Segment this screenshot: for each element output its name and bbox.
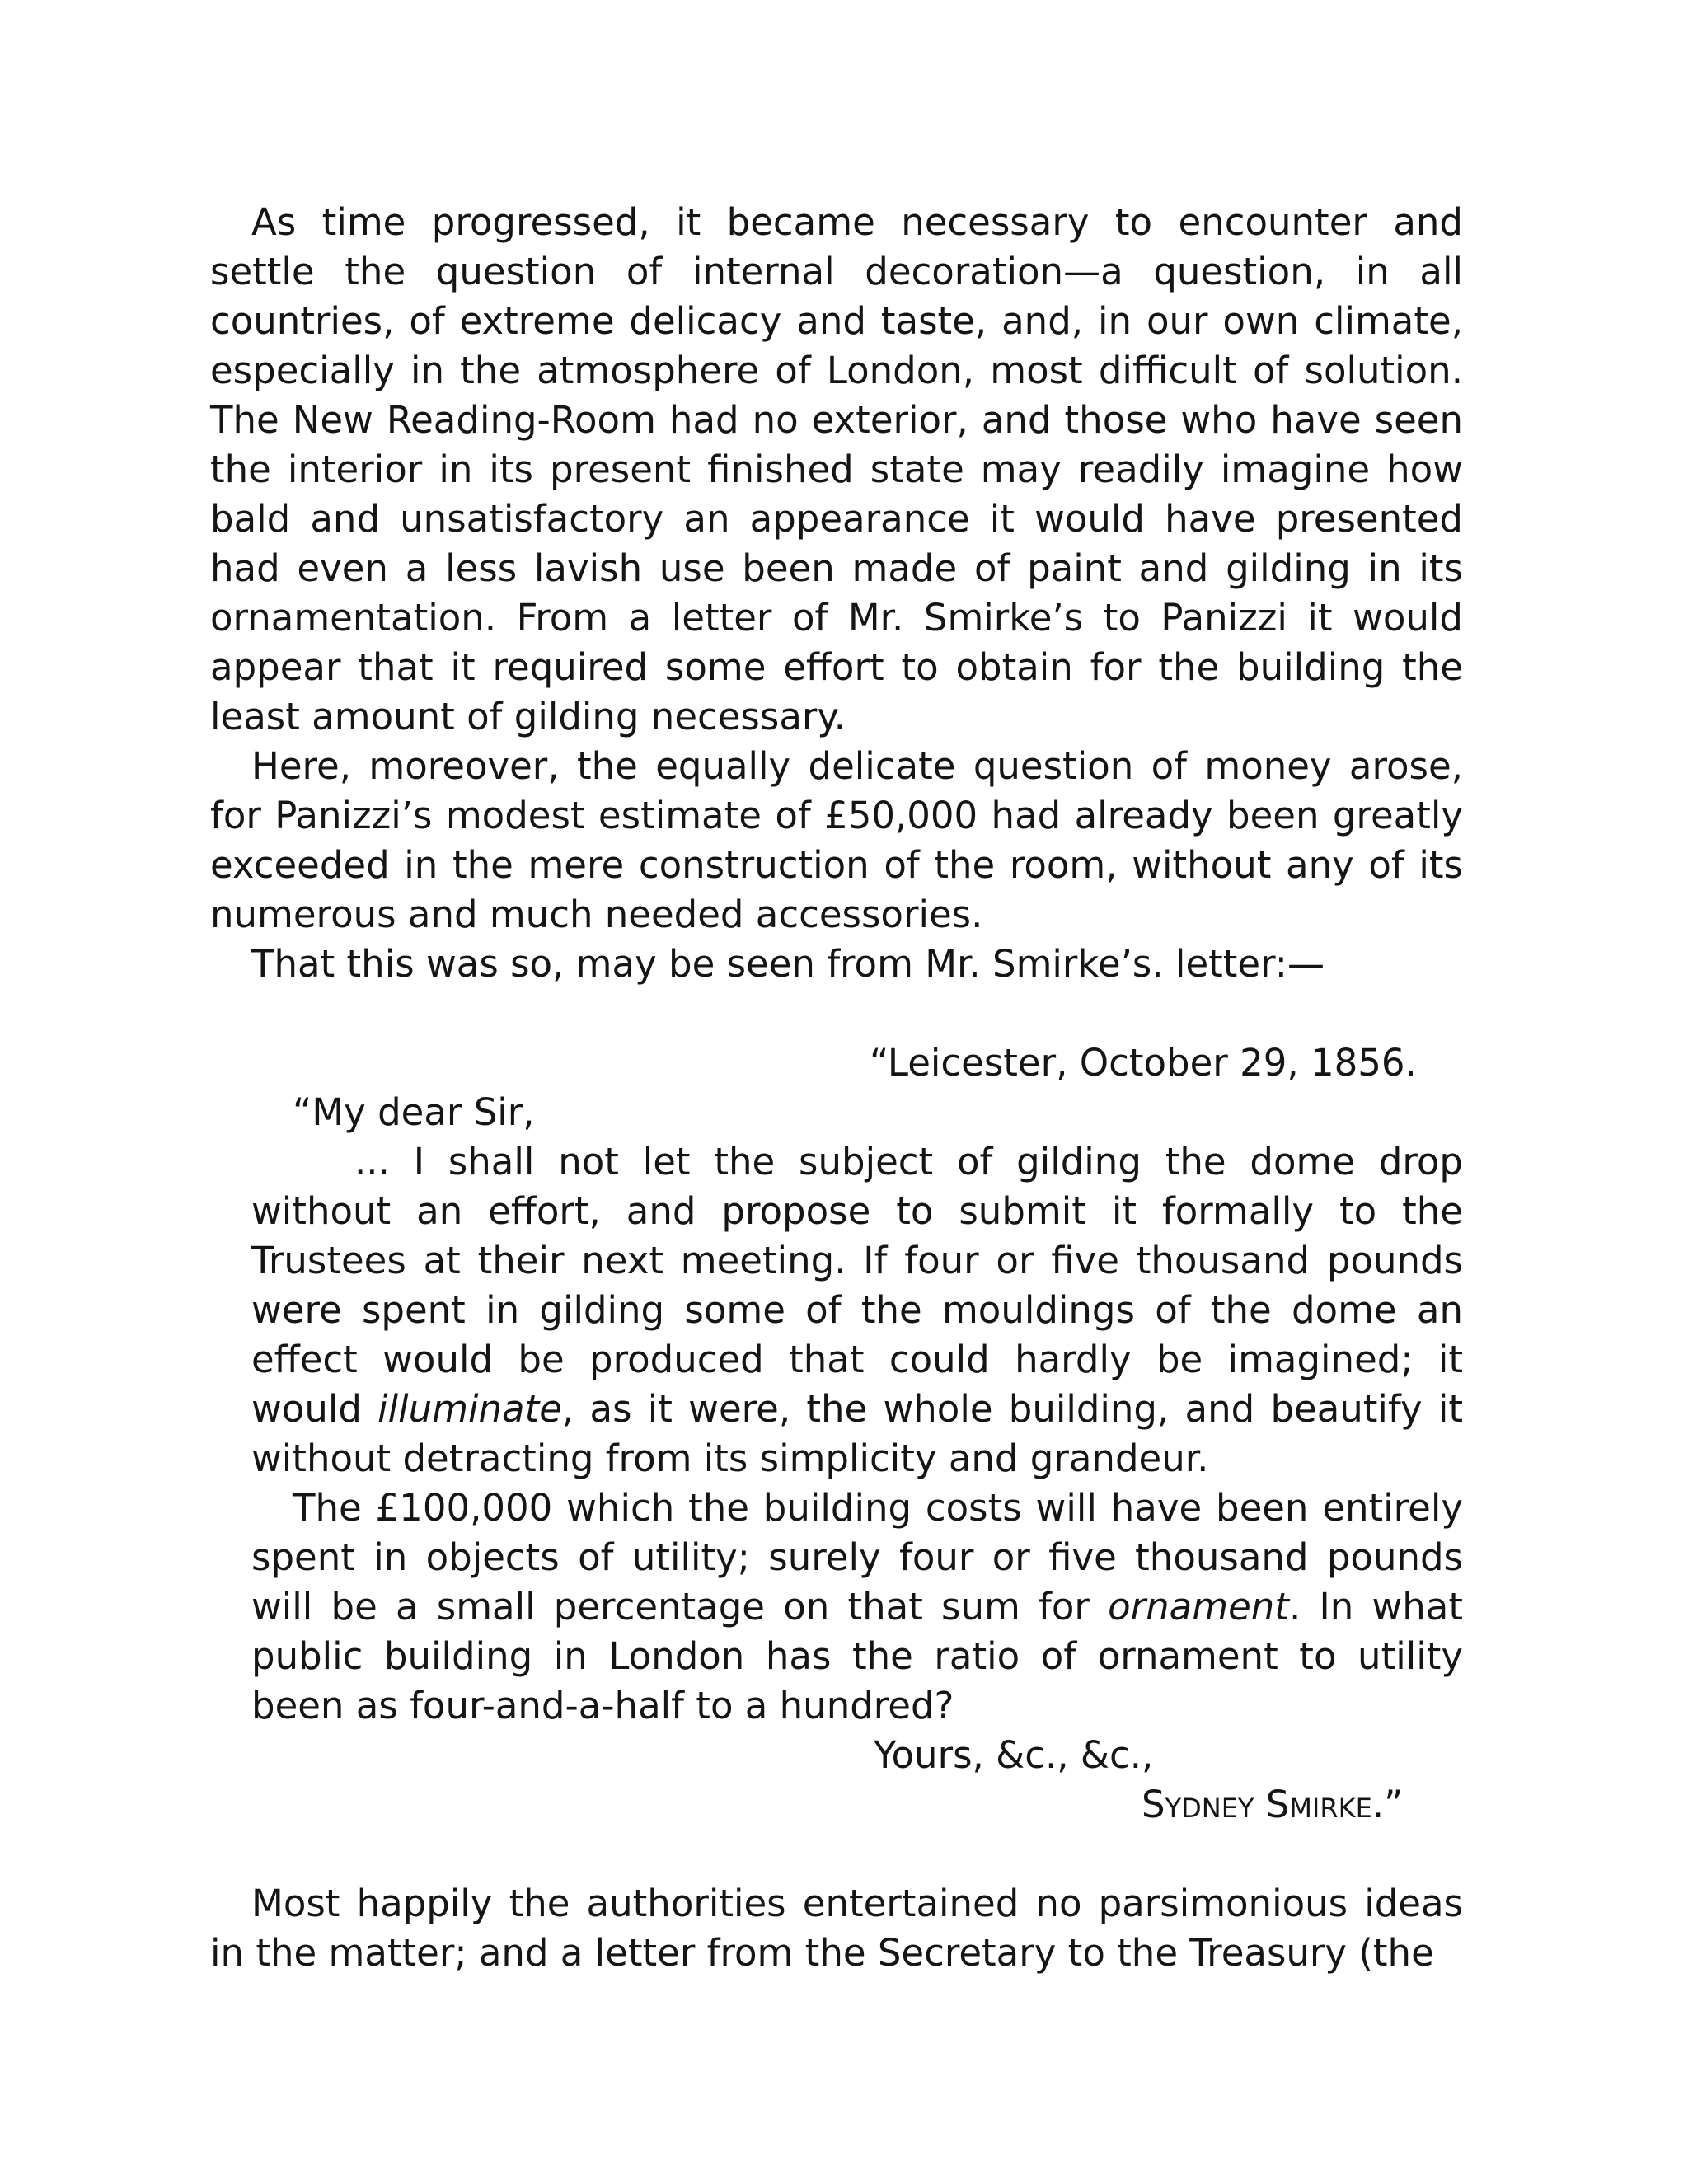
paragraph-money-question: Here, moreover, the equally delicate question of money arose, for Panizzi’s modest estimate of £50,000 had already been greatly exceeded in the mere construction of the room, without any of its numerous and much needed accessories. <box>210 744 1463 936</box>
letter-signature <box>210 1780 1463 1830</box>
letter-text: , as it were, the whole building, and beautify it without detracting from its simplicity and grandeur. <box>251 1387 1464 1480</box>
paragraph-authorities: Most happily the authorities entertained no parsimonious ideas in the matter; and a letter from the Secretary to the Treasury (the <box>210 1882 1463 1975</box>
letter-text: . In what public building in London has the ratio of ornament to utility been as four-and-a-half to a hundred? <box>251 1585 1464 1727</box>
signature-name: Sydney Smirke <box>1142 1783 1372 1826</box>
quoted-letter <box>210 1038 1463 1830</box>
letter-closing: Yours, &c., &c., <box>874 1733 1154 1777</box>
letter-text: ... I shall not let the subject of gilding the dome drop without an effort, and propose to submit it formally to the Trustees at their next meeting. If four or five thousand pounds were spent in gilding some of the mouldings of the dome an effect would be produced that could hardly be imagined; it would <box>251 1140 1463 1431</box>
signature-end: .” <box>1372 1783 1404 1826</box>
letter-emphasis: ornament <box>1108 1585 1289 1629</box>
letter-salutation: “My dear Sir, <box>293 1090 535 1134</box>
letter-paragraph-ornament <box>251 1483 1463 1731</box>
paragraph-internal-decoration: As time progressed, it became necessary to encounter and settle the question of internal decoration—a question, in all countries, of extreme delicacy and taste, and, in our own climate, especially in the atmosphere of London, most difficult of solution. The New Reading-Room had no exterior, and those who have seen the interior in its present finished state may readily imagine how bald and unsatisfactory an appearance it would have presented had even a less lavish use been made of paint and gilding in its ornamentation. From a letter of Mr. Smirke’s to Panizzi it would appear that it required some effort to obtain for the building the least amount of gilding necessary. <box>210 200 1463 738</box>
paragraph-letter-intro: That this was so, may be seen from Mr. Smirke’s. letter:— <box>251 942 1325 986</box>
letter-text: The £100,000 which the building costs will have been entirely spent in objects of utility; surely four or five thousand pounds will be a small percentage on that sum for <box>251 1486 1463 1629</box>
letter-paragraph-gilding <box>251 1137 1463 1483</box>
document-page <box>210 198 1463 1978</box>
letter-dateline: “Leicester, October 29, 1856. <box>870 1041 1417 1085</box>
letter-emphasis: illuminate <box>377 1387 562 1431</box>
